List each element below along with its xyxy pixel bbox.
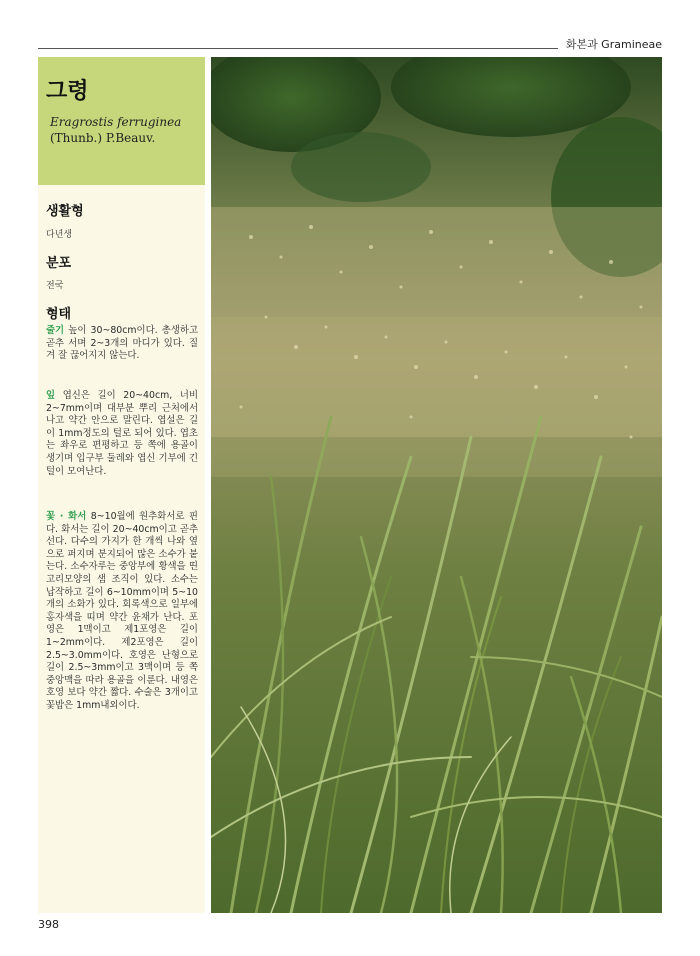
life-form-value: 다년생 bbox=[46, 230, 73, 240]
distribution-heading: 분포 bbox=[46, 256, 72, 271]
description-sidebar bbox=[38, 57, 205, 913]
flower-text: 8~10월에 원추화서로 핀다. 화서는 길이 20~40cm이고 곧추 선다. 다수의 가지가 한 개씩 나와 옆으로 퍼지며 분지되어 많은 소수가 붙는다. 소수자루는 중앙부에 황색을 띤 고리모양의 샘 조직이 있다. 소수는 납작하고 길이 6~10mm이며 5~10개의 소화가 있다. 회록색으로 일부에 홍자색을 띠며 약간 윤채가 난다. 포영은 1맥이고 제1포영은 길이 1~2mm이다. 제2포영은 길이 2.5~3.0mm이다. 호영은 난형으로 길이 2.5~3mm이고 3맥이며 등 쪽 중앙맥을 따라 용골을 이룬다. 내영은 호영 보다 약간 짧다. 수술은 3개이고 꽃밥은 1mm내외이다. bbox=[46, 511, 198, 711]
scientific-author: (Thunb.) P.Beauv. bbox=[50, 131, 156, 145]
morphology-heading: 형태 bbox=[46, 307, 72, 322]
grass-photo-illustration bbox=[211, 57, 662, 913]
flower-key: 꽃 · 화서 bbox=[46, 511, 87, 522]
leaf-paragraph bbox=[46, 390, 198, 478]
scientific-name bbox=[50, 114, 200, 146]
family-label: 화본과 Gramineae bbox=[565, 38, 662, 51]
scientific-genus-species: Eragrostis ferruginea bbox=[50, 115, 182, 129]
header-rule bbox=[38, 48, 558, 49]
stem-text: 높이 30~80cm이다. 총생하고 곧추 서며 2~3개의 마디가 있다. 질겨 잘 끊어지지 않는다. bbox=[46, 325, 198, 362]
stem-key: 줄기 bbox=[46, 325, 65, 336]
leaf-text: 엽신은 길이 20~40cm, 너비 2~7mm이며 대부분 뿌리 근처에서 나고 약간 안으로 말린다. 엽설은 길이 1mm정도의 털로 되어 있다. 엽초는 좌우로 편평하고 등 쪽에 용골이 생기며 입구부 둘레와 엽신 기부에 긴 털이 모여난다. bbox=[46, 390, 198, 477]
leaf-key: 잎 bbox=[46, 390, 56, 401]
page-number: 398 bbox=[38, 918, 59, 931]
plant-name: 그령 bbox=[46, 79, 89, 104]
life-form-heading: 생활형 bbox=[46, 204, 84, 219]
flower-paragraph bbox=[46, 511, 198, 713]
stem-paragraph bbox=[46, 325, 198, 363]
distribution-value: 전국 bbox=[46, 281, 64, 291]
grass-photo bbox=[211, 57, 662, 913]
